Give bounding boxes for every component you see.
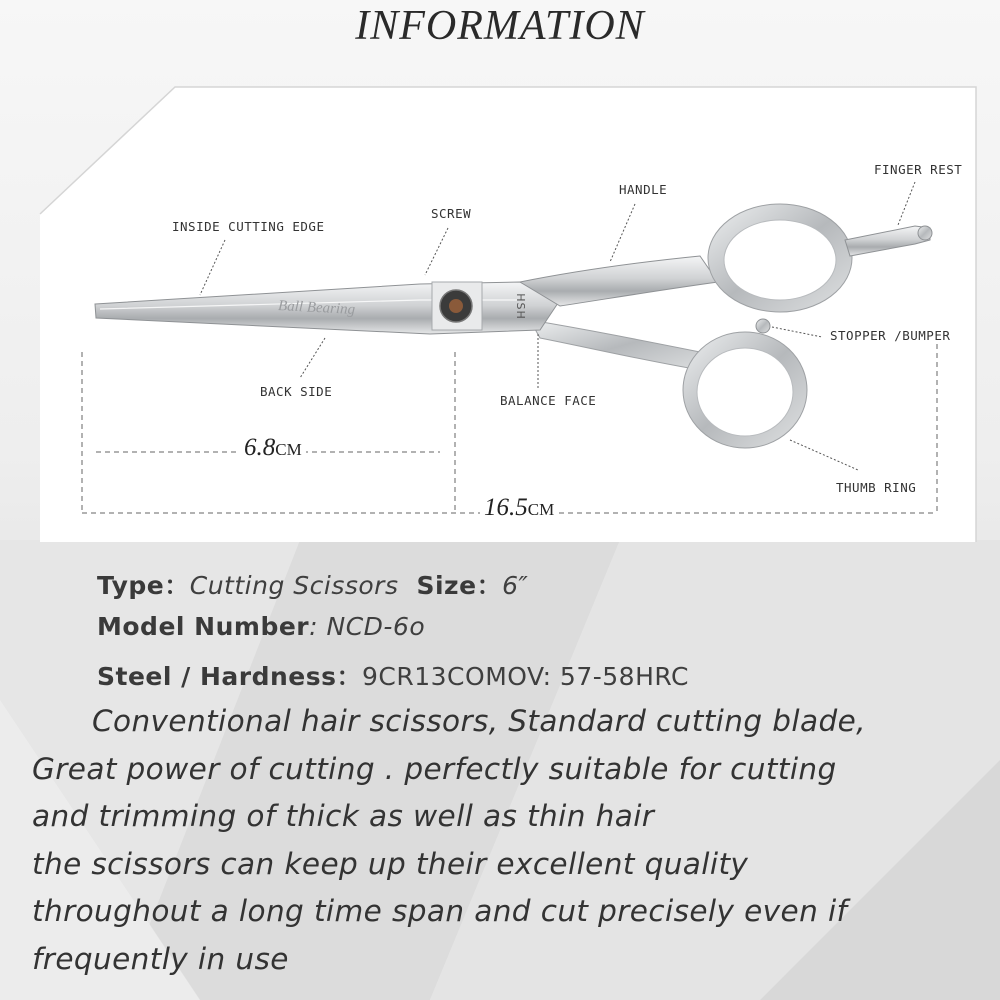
- brand-mark: HSH: [513, 293, 527, 320]
- spec-model: [97, 612, 425, 641]
- page-title: INFORMATION: [355, 3, 645, 49]
- spec-type-size: [97, 566, 528, 602]
- size-value: 6″: [502, 571, 529, 600]
- blade-length-dimension: [240, 434, 306, 462]
- label-stopper-bumper: STOPPER /BUMPER: [830, 328, 951, 343]
- label-balance-face: BALANCE FACE: [500, 393, 597, 408]
- description-line: the scissors can keep up their excellent quality: [32, 846, 749, 881]
- screw: [432, 282, 482, 330]
- spec-steel: [97, 657, 689, 693]
- steel-label: Steel / Hardness：: [97, 662, 363, 691]
- finger-rest: [845, 226, 932, 256]
- stopper: [756, 319, 770, 333]
- finger-ring: [708, 204, 852, 312]
- label-thumb-ring: THUMB RING: [836, 480, 917, 495]
- thumb-arm: [530, 320, 712, 372]
- handle: [520, 256, 718, 306]
- type-label: Type：: [97, 571, 190, 600]
- dimension-lines: [82, 344, 937, 513]
- description-line: Conventional hair scissors, Standard cutting blade,: [92, 704, 866, 738]
- label-inside-cutting-edge: INSIDE CUTTING EDGE: [172, 219, 325, 234]
- product-description: [32, 698, 982, 983]
- blade-engraving: Ball Bearing: [277, 297, 356, 319]
- model-label: Model Number: [97, 612, 310, 641]
- label-screw: SCREW: [431, 206, 472, 221]
- size-label: Size：: [416, 571, 503, 600]
- model-value: : NCD-6o: [309, 612, 426, 641]
- total-length-dimension: [480, 494, 558, 522]
- blade-length-value: 6.8: [244, 434, 276, 461]
- label-finger-rest: FINGER REST: [874, 162, 963, 177]
- steel-value: 9CR13COMOV: 57-58HRC: [362, 662, 689, 691]
- blade-length-unit: CM: [275, 440, 302, 459]
- total-length-unit: CM: [527, 500, 555, 519]
- description-line: throughout a long time span and cut precisely even if: [32, 894, 848, 928]
- description-line: Great power of cutting . perfectly suitable for cutting: [32, 751, 837, 786]
- label-back-side: BACK SIDE: [260, 384, 333, 399]
- thumb-ring: [683, 332, 807, 448]
- description-line: frequently in use: [32, 941, 289, 976]
- type-value: Cutting Scissors: [189, 571, 399, 600]
- label-handle: HANDLE: [619, 182, 668, 197]
- description-line: and trimming of thick as well as thin hair: [32, 799, 655, 833]
- total-length-value: 16.5: [484, 494, 528, 521]
